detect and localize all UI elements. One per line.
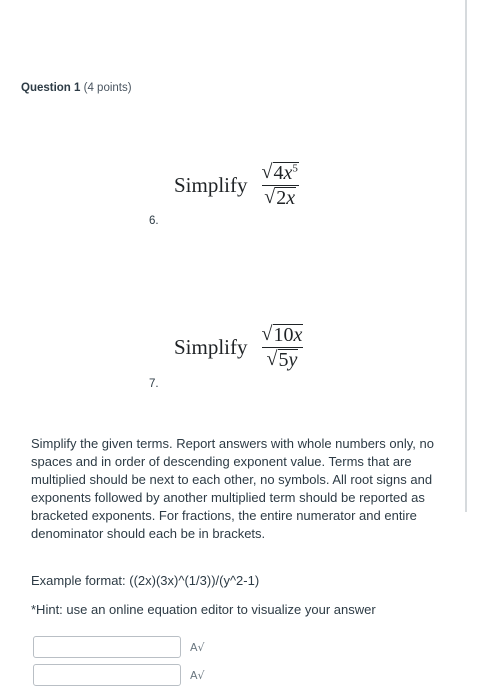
simplify-label: Simplify bbox=[174, 335, 248, 359]
denominator-variable: y bbox=[288, 349, 298, 371]
sqrt-symbol: √ bbox=[261, 323, 273, 345]
numerator-coefficient: 10 bbox=[273, 324, 294, 346]
question-title: Question 1 bbox=[21, 82, 81, 94]
sqrt-symbol: √ bbox=[264, 186, 276, 208]
problem-number: 7. bbox=[149, 378, 159, 390]
hint-text: *Hint: use an online equation editor to visualize your answer bbox=[31, 602, 376, 617]
fraction-denominator bbox=[267, 349, 299, 371]
denominator-coefficient: 5 bbox=[278, 349, 289, 371]
fraction-numerator bbox=[262, 324, 304, 346]
question-points: (4 points) bbox=[83, 82, 132, 94]
equation-editor-icon[interactable]: A√ bbox=[190, 669, 205, 682]
equation-editor-icon[interactable]: A√ bbox=[190, 641, 205, 654]
sqrt-symbol: √ bbox=[261, 161, 273, 183]
problem-7-expression bbox=[174, 324, 303, 371]
numerator-variable: x bbox=[293, 324, 303, 346]
numerator-exponent: 5 bbox=[292, 162, 298, 175]
simplify-label: Simplify bbox=[174, 173, 248, 197]
radical bbox=[267, 349, 299, 371]
sqrt-symbol: √ bbox=[266, 348, 278, 370]
denominator-coefficient: 2 bbox=[276, 187, 287, 209]
fraction-denominator bbox=[264, 187, 296, 209]
fraction bbox=[262, 324, 304, 371]
numerator-variable: x bbox=[283, 162, 293, 184]
example-format-text: Example format: ((2x)(3x)^(1/3))/(y^2-1) bbox=[31, 573, 260, 588]
instructions-text: Simplify the given terms. Report answers with whole numbers only, no spaces and in order of descending exponent value. Terms that are multiplied should be next to each other, no symbols. All root signs and exponents followed by another multiplied term should be reported as bracketed exponents. For fractions, the entire numerator and entire denominator should each be in brackets. bbox=[31, 436, 434, 541]
denominator-variable: x bbox=[286, 187, 296, 209]
radical bbox=[264, 187, 296, 209]
fraction bbox=[262, 162, 299, 209]
answer-input-1[interactable] bbox=[33, 636, 181, 658]
radical bbox=[262, 324, 304, 346]
problem-number: 6. bbox=[149, 215, 159, 227]
question-header bbox=[21, 82, 132, 94]
content-right-border bbox=[465, 0, 467, 512]
problem-6-expression bbox=[174, 162, 299, 209]
numerator-coefficient: 4 bbox=[273, 162, 284, 184]
fraction-numerator bbox=[262, 162, 299, 184]
radical bbox=[262, 162, 299, 184]
answer-input-2[interactable] bbox=[33, 664, 181, 686]
